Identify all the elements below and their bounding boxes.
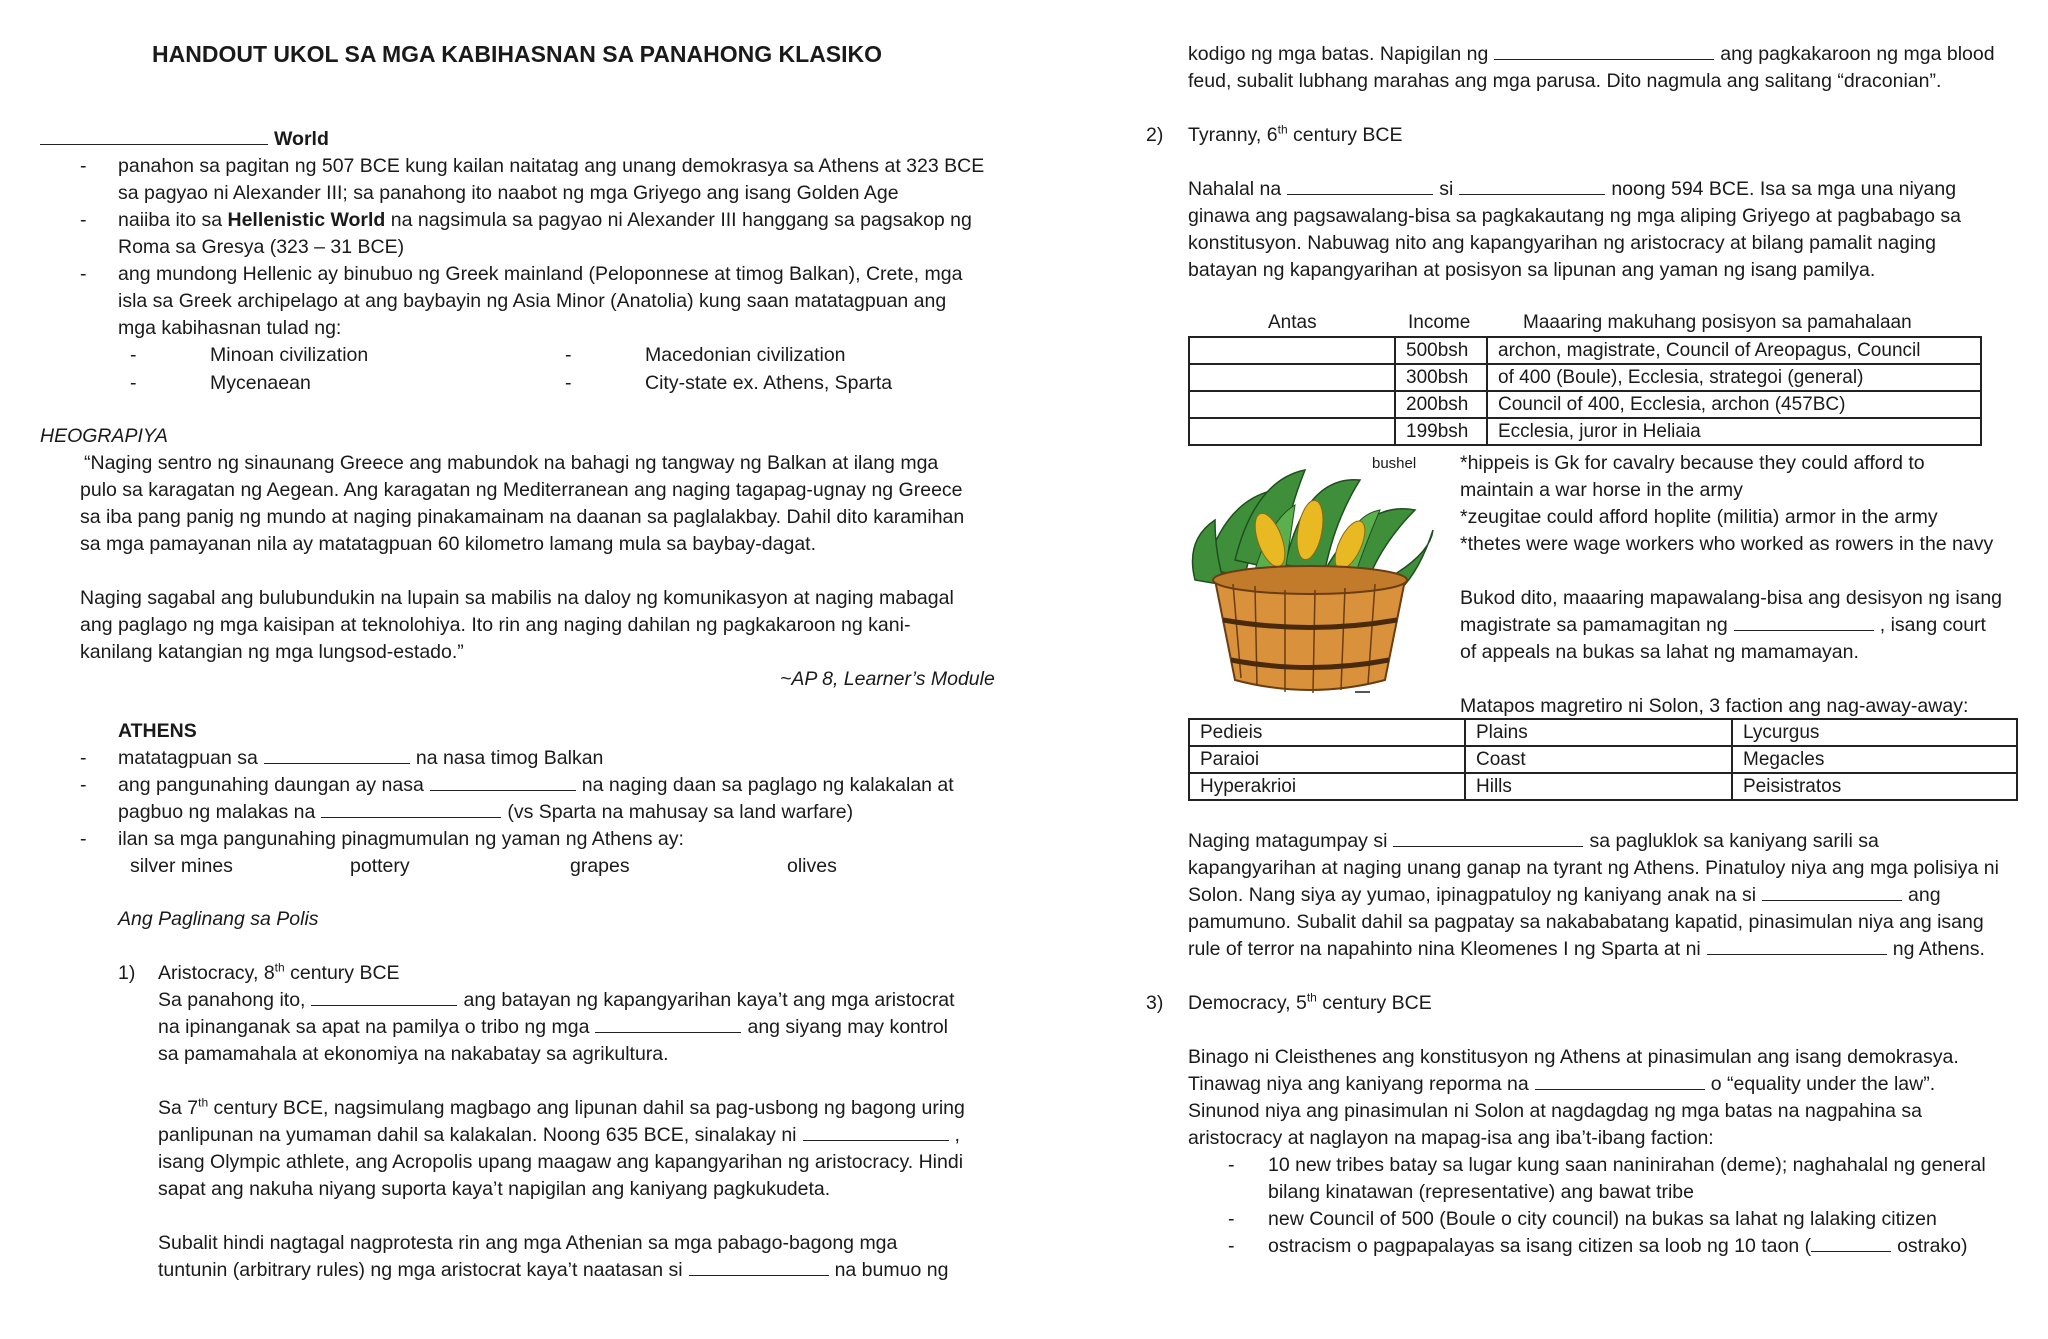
peisistratos-line: Naging matagumpay si sa pagluklok sa kaniyang sarili sa <box>1188 830 1879 852</box>
heograpiya-heading: HEOGRAPIYA <box>40 425 168 447</box>
aristocracy-line: isang Olympic athlete, ang Acropolis upang maagaw ang kapangyarihan ng aristocracy. Hindi <box>158 1151 964 1173</box>
table-cell: 500bsh <box>1395 337 1487 364</box>
fill-blank[interactable] <box>1393 828 1583 847</box>
table-cell: Ecclesia, juror in Heliaia <box>1487 418 1981 445</box>
table-row <box>1189 337 1981 364</box>
table-cell: Council of 400, Ecclesia, archon (457BC) <box>1487 391 1981 418</box>
peisistratos-line: Solon. Nang siya ay yumao, ipinagpatuloy ng kaniyang anak na si ang <box>1188 884 1941 906</box>
fill-blank[interactable] <box>1535 1071 1705 1090</box>
income-table <box>1188 336 1982 446</box>
civilization-item: Mycenaean <box>210 372 311 394</box>
table-row <box>1189 746 2017 773</box>
table-cell: 199bsh <box>1395 418 1487 445</box>
appeals-line: Bukod dito, maaaring mapawalang-bisa ang desisyon ng isang <box>1460 587 2003 609</box>
fill-blank[interactable] <box>1707 936 1887 955</box>
factions-intro: Matapos magretiro ni Solon, 3 faction ang nag-away-away: <box>1460 695 1969 717</box>
table-row <box>1189 773 2017 800</box>
fill-blank[interactable] <box>311 987 457 1006</box>
quote-line: Naging sagabal ang bulubundukin na lupain sa mabilis na daloy ng komunikasyon at naging mabagal <box>80 587 954 609</box>
table-cell: of 400 (Boule), Ecclesia, strategoi (general) <box>1487 364 1981 391</box>
factions-table <box>1188 718 2018 801</box>
world-item-3-line-3: mga kabihasnan tulad ng: <box>118 317 342 339</box>
bullet-dash: - <box>80 155 87 177</box>
tyranny-line: konstitusyon. Nabuwag nito ang kapangyarihan ng aristocracy at bilang pamalit naging <box>1188 232 1936 254</box>
bullet-dash: - <box>80 263 87 285</box>
table-cell: Megacles <box>1732 746 2017 773</box>
democracy-line: Sinunod niya ang pinasimulan ni Solon at nagdagdag ng mga batas na nagpahina sa <box>1188 1100 1922 1122</box>
aristocracy-line: Sa panahong ito, ang batayan ng kapangyarihan kaya’t ang mga aristocrat <box>158 989 955 1011</box>
democracy-item: bilang kinatawan (representative) ang bawat tribe <box>1268 1181 1695 1203</box>
quote-line: kanilang katangian ng mga lungsod-estado.” <box>80 641 464 663</box>
bushel-label: bushel <box>1372 455 1417 472</box>
world-item-2-line-2: Roma sa Gresya (323 – 31 BCE) <box>118 236 405 258</box>
aristocracy-line: na ipinanganak sa apat na pamilya o tribo ng mga ang siyang may kontrol <box>158 1016 948 1038</box>
table-cell-blank[interactable] <box>1189 337 1395 364</box>
democracy-item: ostracism o pagpapalayas sa isang citizen sa loob ng 10 taon ( ostrako) <box>1268 1235 1968 1257</box>
peisistratos-line: pamumuno. Subalit dahil sa pagpatay sa nakababatang kapatid, pinasimulan niya ang isang <box>1188 911 1984 933</box>
aristocracy-line: sapat ang nakuha niyang suporta kaya’t napigilan ang kaniyang pagkukudeta. <box>158 1178 831 1200</box>
bullet-dash: - <box>80 209 87 231</box>
table-cell: Peisistratos <box>1732 773 2017 800</box>
quote-line: sa iba pang panig ng mundo at naging pinakamainam na daanan sa paglalakbay. Dahil dito karamihan <box>80 506 965 528</box>
fill-blank[interactable] <box>1494 41 1714 60</box>
world-item-2-line-1: naiiba ito sa Hellenistic World na nagsimula sa pagyao ni Alexander III hanggang sa pagsakop ng <box>118 209 972 231</box>
table-cell: Paraioi <box>1189 746 1465 773</box>
table-header: Income <box>1408 312 1471 333</box>
fill-blank[interactable] <box>1459 176 1605 195</box>
table-row <box>1189 391 1981 418</box>
table-cell-blank[interactable] <box>1189 364 1395 391</box>
note-line: *thetes were wage workers who worked as rowers in the navy <box>1460 533 1994 555</box>
quote-source: ~AP 8, Learner’s Module <box>780 668 995 690</box>
bullet-dash: - <box>130 344 137 366</box>
athens-item-2-line-2: pagbuo ng malakas na (vs Sparta na mahusay sa land warfare) <box>118 801 854 823</box>
table-cell-blank[interactable] <box>1189 391 1395 418</box>
athens-item-2: ang pangunahing daungan ay nasa na naging daan sa paglago ng kalakalan at <box>118 774 954 796</box>
draco-line: feud, subalit lubhang marahas ang mga parusa. Dito nagmula ang salitang “draconian”. <box>1188 70 1942 92</box>
aristocracy-line: sa pamamahala at ekonomiya na nakabatay sa agrikultura. <box>158 1043 669 1065</box>
democracy-number: 3) <box>1146 992 1164 1014</box>
bullet-dash: - <box>130 372 137 394</box>
bullet-dash: - <box>565 372 572 394</box>
fill-blank[interactable] <box>1734 612 1874 631</box>
tyranny-number: 2) <box>1146 124 1164 146</box>
peisistratos-line: kapangyarihan at naging unang ganap na tyrant ng Athens. Pinatuloy niya ang mga polisiya ni <box>1188 857 1999 879</box>
fill-blank[interactable] <box>40 126 268 145</box>
resource-item: pottery <box>350 855 410 877</box>
table-row <box>1189 364 1981 391</box>
tyranny-line: ginawa ang pagsawalang-bisa sa pagkakautang ng mga aliping Griyego at pagbabago sa <box>1188 205 1961 227</box>
world-heading: World <box>40 126 329 153</box>
world-item-3-line-2: isla sa Greek archipelago at ang baybayin ng Asia Minor (Anatolia) kung saan matatagpuan ang <box>118 290 947 312</box>
resource-item: silver mines <box>130 855 233 877</box>
aristocracy-line: Subalit hindi nagtagal nagprotesta rin ang mga Athenian sa mga pabago-bagong mga <box>158 1232 898 1254</box>
bullet-dash: - <box>80 774 87 796</box>
world-item-3-line-1: ang mundong Hellenic ay binubuo ng Greek mainland (Peloponnese at timog Balkan), Crete, mga <box>118 263 963 285</box>
quote-line: ang paglago ng mga kaisipan at teknolohiya. Ito rin ang naging dahilan ng pagkakaroon ng kani- <box>80 614 911 636</box>
table-header: Maaaring makuhang posisyon sa pamahalaan <box>1523 312 1912 333</box>
aristocracy-heading: Aristocracy, 8th century BCE <box>158 960 400 984</box>
fill-blank[interactable] <box>264 745 410 764</box>
bullet-dash: - <box>565 344 572 366</box>
bullet-dash: - <box>1228 1208 1235 1230</box>
athens-heading: ATHENS <box>118 720 197 742</box>
draco-line: kodigo ng mga batas. Napigilan ng ang pagkakaroon ng mga blood <box>1188 43 1995 65</box>
democracy-item: 10 new tribes batay sa lugar kung saan naninirahan (deme); naghahalal ng general <box>1268 1154 1986 1176</box>
quote-line: “Naging sentro ng sinaunang Greece ang mabundok na bahagi ng tangway ng Balkan at ilang mga <box>84 452 939 474</box>
note-line: maintain a war horse in the army <box>1460 479 1743 501</box>
resource-item: olives <box>787 855 837 877</box>
quote-line: pulo sa karagatan ng Aegean. Ang karagatan ng Mediterranean ang naging tagapag-ugnay ng Greece <box>80 479 963 501</box>
world-item-1-line-2: sa pagyao ni Alexander III; sa panahong ito naabot ng mga Griyego ang isang Golden Age <box>118 182 899 204</box>
corn-basket-illustration <box>1185 460 1435 700</box>
table-cell: Hills <box>1465 773 1732 800</box>
appeals-line: of appeals na bukas sa lahat ng mamamayan. <box>1460 641 1859 663</box>
democracy-item: new Council of 500 (Boule o city council) na bukas sa lahat ng lalaking citizen <box>1268 1208 1937 1230</box>
bullet-dash: - <box>80 828 87 850</box>
appeals-line: magistrate sa pamamagitan ng , isang court <box>1460 614 1986 636</box>
fill-blank[interactable] <box>1287 176 1433 195</box>
democracy-heading: Democracy, 5th century BCE <box>1188 990 1432 1014</box>
bullet-dash: - <box>80 747 87 769</box>
aristocracy-line: Sa 7th century BCE, nagsimulang magbago ang lipunan dahil sa pag-usbong ng bagong uring <box>158 1095 965 1119</box>
fill-blank[interactable] <box>1762 882 1902 901</box>
democracy-line: Binago ni Cleisthenes ang konstitusyon ng Athens at pinasimulan ang isang demokrasya. <box>1188 1046 1959 1068</box>
table-cell: Pedieis <box>1189 719 1465 746</box>
fill-blank[interactable] <box>803 1122 949 1141</box>
aristocracy-number: 1) <box>118 962 136 984</box>
world-item-1-line-1: panahon sa pagitan ng 507 BCE kung kailan naitatag ang unang demokrasya sa Athens at 323 BCE <box>118 155 985 177</box>
fill-blank[interactable] <box>689 1257 829 1276</box>
table-cell: Coast <box>1465 746 1732 773</box>
table-row <box>1189 418 1981 445</box>
democracy-line: aristocracy at naglayon na mapag-isa ang iba’t-ibang faction: <box>1188 1127 1714 1149</box>
bullet-dash: - <box>1228 1235 1235 1257</box>
table-cell: Lycurgus <box>1732 719 2017 746</box>
note-line: *hippeis is Gk for cavalry because they could afford to <box>1460 452 1925 474</box>
quote-line: sa mga pamayanan nila ay matatagpuan 60 kilometro lamang mula sa baybay-dagat. <box>80 533 817 555</box>
fill-blank[interactable] <box>1811 1233 1891 1252</box>
table-cell: Plains <box>1465 719 1732 746</box>
table-header: Antas <box>1268 312 1317 333</box>
polis-heading: Ang Paglinang sa Polis <box>118 908 319 930</box>
civilization-item: Macedonian civilization <box>645 344 846 366</box>
fill-blank[interactable] <box>595 1014 741 1033</box>
aristocracy-line: panlipunan na yumaman dahil sa kalakalan. Noong 635 BCE, sinalakay ni , <box>158 1124 960 1146</box>
tyranny-line: batayan ng kapangyarihan at posisyon sa lipunan ang yaman ng isang pamilya. <box>1188 259 1876 281</box>
resource-item: grapes <box>570 855 630 877</box>
page-title: HANDOUT UKOL SA MGA KABIHASNAN SA PANAHONG KLASIKO <box>152 41 883 67</box>
athens-item-1: matatagpuan sa na nasa timog Balkan <box>118 747 604 769</box>
table-cell: 200bsh <box>1395 391 1487 418</box>
table-row <box>1189 719 2017 746</box>
bullet-dash: - <box>1228 1154 1235 1176</box>
table-cell: archon, magistrate, Council of Areopagus, Council <box>1487 337 1981 364</box>
table-cell: Hyperakrioi <box>1189 773 1465 800</box>
table-cell-blank[interactable] <box>1189 418 1395 445</box>
table-cell: 300bsh <box>1395 364 1487 391</box>
athens-item-3: ilan sa mga pangunahing pinagmumulan ng yaman ng Athens ay: <box>118 828 684 850</box>
tyranny-heading: Tyranny, 6th century BCE <box>1188 122 1403 146</box>
fill-blank[interactable] <box>430 772 576 791</box>
aristocracy-line: tuntunin (arbitrary rules) ng mga aristocrat kaya’t naatasan si na bumuo ng <box>158 1259 949 1281</box>
peisistratos-line: rule of terror na napahinto nina Kleomenes I ng Sparta at ni ng Athens. <box>1188 938 1985 960</box>
civilization-item: City-state ex. Athens, Sparta <box>645 372 893 394</box>
note-line: *zeugitae could afford hoplite (militia) armor in the army <box>1460 506 1938 528</box>
civilization-item: Minoan civilization <box>210 344 369 366</box>
tyranny-line: Nahalal na si noong 594 BCE. Isa sa mga una niyang <box>1188 178 1957 200</box>
democracy-line: Tinawag niya ang kaniyang reporma na o “equality under the law”. <box>1188 1073 1936 1095</box>
fill-blank[interactable] <box>321 799 501 818</box>
